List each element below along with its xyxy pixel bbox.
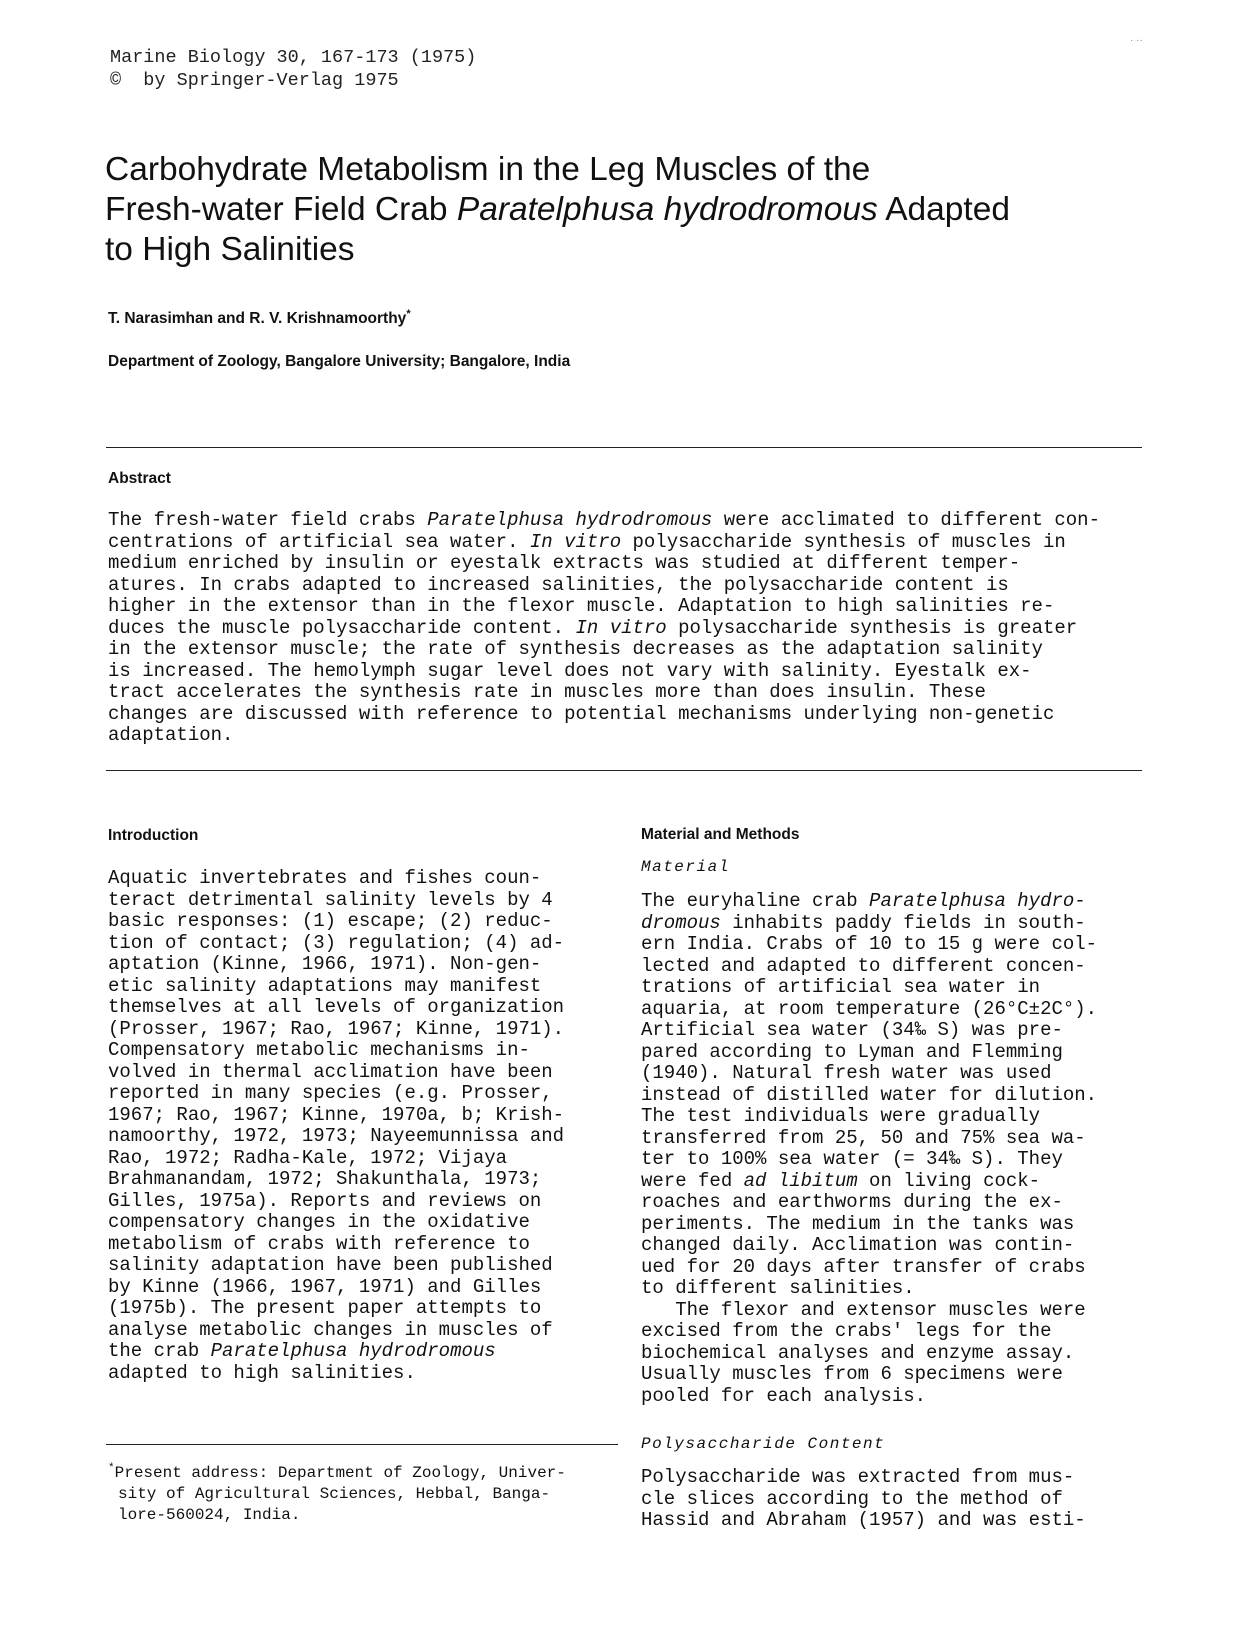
text-line: Polysaccharide was extracted from mus- — [641, 1466, 1075, 1488]
text-line: Brahmanandam, 1972; Shakunthala, 1973; — [108, 1168, 542, 1190]
footnote-rule — [106, 1444, 618, 1445]
abstract-heading: Abstract — [108, 470, 171, 487]
text-line: salinity adaptation have been published — [108, 1254, 553, 1276]
text-line: 1967; Rao, 1967; Kinne, 1970a, b; Krish- — [108, 1103, 565, 1126]
text-line: (Prosser, 1967; Rao, 1967; Kinne, 1971). — [108, 1017, 565, 1040]
text-line: Compensatory metabolic mechanisms in- — [108, 1039, 530, 1061]
text-line: compensatory changes in the oxidative — [108, 1211, 530, 1233]
text-line: ern India. Crabs of 10 to 15 g were col- — [641, 933, 1098, 955]
text-line: in the extensor muscle; the rate of synthesis decreases as the adaptation salinity — [108, 638, 1043, 660]
text-line: Artificial sea water (34‰ S) was pre- — [641, 1019, 1063, 1041]
text-line: centrations of artificial sea water. In vitro polysaccharide synthesis of muscles in — [108, 530, 1066, 553]
text-line: medium enriched by insulin or eyestalk extracts was studied at different temper- — [108, 552, 1021, 574]
title-line-1: Carbohydrate Metabolism in the Leg Muscles of the — [105, 151, 871, 188]
footnote-mark: * — [108, 1462, 115, 1475]
corner-mark: · ·· — [1130, 35, 1143, 46]
text-line: The flexor and extensor muscles were — [641, 1298, 1086, 1321]
text-line: dromous inhabits paddy fields in south- — [641, 911, 1086, 934]
text-line: cle slices according to the method of — [641, 1487, 1063, 1510]
text-line: is increased. The hemolymph sugar level does not vary with salinity. Eyestalk ex- — [108, 659, 1032, 682]
journal-line: Marine Biology 30, 167-173 (1975) — [110, 47, 477, 68]
abstract-body — [108, 510, 1100, 747]
italic-term: Paratelphusa hydro- — [869, 890, 1086, 912]
footnote-line-3: lore-560024, India. — [118, 1506, 301, 1524]
copyright-line: © by Springer-Verlag 1975 — [110, 70, 399, 91]
text-line: transferred from 25, 50 and 75% sea wa- — [641, 1126, 1086, 1149]
text-line: pooled for each analysis. — [641, 1384, 927, 1407]
material-subheading: Material — [641, 858, 730, 876]
text-line: adaptation. — [108, 724, 234, 746]
material-methods-heading: Material and Methods — [641, 826, 800, 843]
text-line: changed daily. Acclimation was contin- — [641, 1234, 1075, 1256]
journal-citation — [110, 46, 476, 92]
text-line: tion of contact; (3) regulation; (4) ad- — [108, 931, 565, 954]
text-line: the crab Paratelphusa hydrodromous — [108, 1340, 496, 1362]
material-body — [641, 891, 1097, 1407]
text-line: analyse metabolic changes in muscles of — [108, 1318, 553, 1341]
title-line-2-prefix: Fresh-water Field Crab — [105, 191, 457, 228]
text-line: aptation (Kinne, 1966, 1971). Non-gen- — [108, 953, 542, 975]
title-line-2-suffix: Adapted — [877, 191, 1011, 228]
text-line: changes are discussed with reference to potential mechanisms underlying non-genetic — [108, 702, 1055, 725]
text-line: Usually muscles from 6 specimens were — [641, 1363, 1063, 1385]
text-line: Aquatic invertebrates and fishes coun- — [108, 867, 542, 889]
text-line: The euryhaline crab Paratelphusa hydro- — [641, 890, 1086, 912]
text-line: excised from the crabs' legs for the — [641, 1320, 1052, 1342]
affiliation: Department of Zoology, Bangalore University; Bangalore, India — [108, 353, 571, 370]
introduction-heading: Introduction — [108, 827, 199, 844]
authors — [108, 307, 411, 328]
article-title — [105, 150, 1135, 270]
italic-term: Paratelphusa hydrodromous — [210, 1340, 496, 1362]
abstract-top-rule — [106, 447, 1142, 448]
text-line: metabolism of crabs with reference to — [108, 1232, 530, 1255]
text-line: (1975b). The present paper attempts to — [108, 1297, 542, 1319]
title-line-3: to High Salinities — [105, 231, 355, 268]
text-line: were fed ad libitum on living cock- — [641, 1169, 1041, 1192]
text-line: roaches and earthworms during the ex- — [641, 1191, 1063, 1213]
text-line: periments. The medium in the tanks was — [641, 1212, 1075, 1235]
text-line: lected and adapted to different concen- — [641, 954, 1086, 977]
italic-term: In vitro — [529, 530, 622, 553]
text-line: to different salinities. — [641, 1277, 915, 1299]
polysaccharide-body — [641, 1467, 1086, 1532]
author-names: T. Narasimhan and R. V. Krishnamoorthy — [108, 310, 407, 327]
polysaccharide-subheading: Polysaccharide Content — [641, 1435, 886, 1453]
text-line: ued for 20 days after transfer of crabs — [641, 1255, 1086, 1278]
text-line: trations of artificial sea water in — [641, 976, 1041, 998]
text-line: duces the muscle polysaccharide content. In vitro polysaccharide synthesis is greater — [108, 616, 1078, 639]
text-line: Rao, 1972; Radha-Kale, 1972; Vijaya — [108, 1146, 508, 1169]
text-line: teract detrimental salinity levels by 4 — [108, 888, 553, 911]
footnote-line-1: *Present address: Department of Zoology, Univer- — [108, 1462, 566, 1482]
text-line: by Kinne (1966, 1967, 1971) and Gilles — [108, 1275, 542, 1298]
text-line: adapted to high salinities. — [108, 1361, 416, 1384]
text-line: ter to 100% sea water (= 34‰ S). They — [641, 1148, 1063, 1170]
abstract-bottom-rule — [106, 770, 1142, 771]
text-line: Hassid and Abraham (1957) and was esti- — [641, 1509, 1086, 1531]
text-line: tract accelerates the synthesis rate in muscles more than does insulin. These — [108, 681, 986, 703]
italic-term: ad libitum — [743, 1169, 858, 1192]
text-line: biochemical analyses and enzyme assay. — [641, 1341, 1075, 1364]
text-line: higher in the extensor than in the flexor muscle. Adaptation to high salinities re- — [108, 595, 1055, 617]
text-line: aquaria, at room temperature (26°C±2C°). — [641, 997, 1098, 1020]
text-line: reported in many species (e.g. Prosser, — [108, 1082, 553, 1104]
text-line: volved in thermal acclimation have been — [108, 1060, 553, 1083]
introduction-body — [108, 868, 564, 1384]
text-line: namoorthy, 1972, 1973; Nayeemunnissa and — [108, 1125, 565, 1147]
italic-term: dromous — [641, 911, 721, 934]
text-line: The fresh-water field crabs Paratelphusa hydrodromous were acclimated to different con- — [108, 509, 1100, 531]
text-line: (1940). Natural fresh water was used — [641, 1062, 1052, 1084]
text-line: etic salinity adaptations may manifest — [108, 974, 542, 997]
text-line: pared according to Lyman and Flemming — [641, 1040, 1063, 1063]
text-line: basic responses: (1) escape; (2) reduc- — [108, 910, 553, 932]
footnote-line-2: sity of Agricultural Sciences, Hebbal, Banga- — [118, 1485, 551, 1503]
text-line: atures. In crabs adapted to increased salinities, the polysaccharide content is — [108, 573, 1009, 596]
text-line: Gilles, 1975a). Reports and reviews on — [108, 1189, 542, 1212]
italic-term: In vitro — [575, 616, 667, 639]
text-line: themselves at all levels of organization — [108, 996, 565, 1018]
title-species: Paratelphusa hydrodromous — [456, 191, 878, 228]
text-line: The test individuals were gradually — [641, 1105, 1041, 1127]
text-line: instead of distilled water for dilution. — [641, 1083, 1098, 1106]
author-footnote-mark: * — [406, 307, 411, 320]
italic-term: Paratelphusa hydrodromous — [427, 509, 713, 531]
footnote — [108, 1463, 566, 1526]
